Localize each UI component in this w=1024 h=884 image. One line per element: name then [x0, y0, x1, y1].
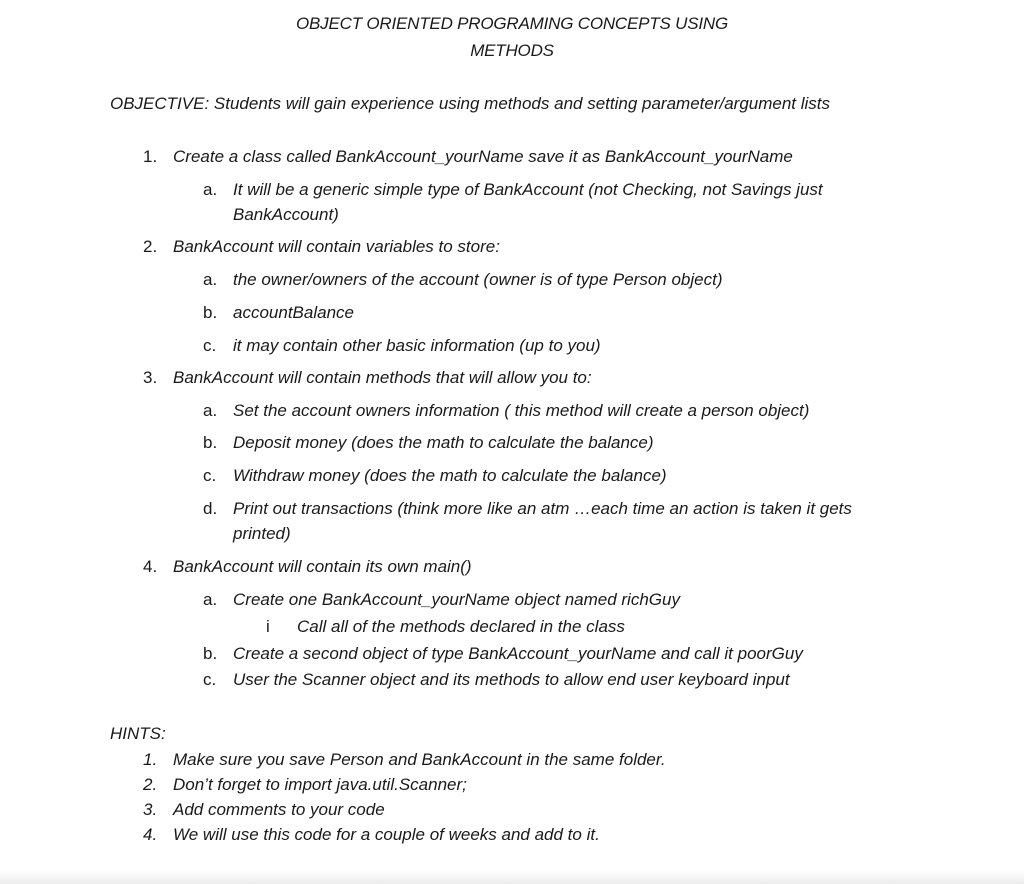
hint-text: We will use this code for a couple of weeks and add to it. — [173, 825, 600, 844]
sub-item-text-continued: BankAccount) — [233, 205, 339, 224]
sub-item-text: it may contain other basic information (up to you) — [233, 336, 601, 355]
hint-number: 1. — [143, 750, 158, 769]
page-bottom-edge — [0, 870, 1024, 884]
sub-item-letter: a. — [203, 590, 218, 609]
item-number: 2. — [143, 237, 158, 256]
sub-item-text: accountBalance — [233, 303, 354, 322]
sub-item-letter: c. — [203, 336, 217, 355]
document-title-line-2: METHODS — [470, 41, 554, 60]
sub-sub-item-text: Call all of the methods declared in the class — [297, 617, 625, 636]
sub-item-letter: c. — [203, 466, 217, 485]
item-text: BankAccount will contain methods that will allow you to: — [173, 368, 592, 387]
item-text: BankAccount will contain variables to store: — [173, 237, 500, 256]
sub-item-text: Create one BankAccount_yourName object named richGuy — [233, 590, 680, 609]
item-number: 1. — [143, 147, 158, 166]
sub-item-text: Create a second object of type BankAccount_yourName and call it poorGuy — [233, 644, 803, 663]
sub-item-letter: d. — [203, 499, 218, 518]
item-number: 3. — [143, 368, 158, 387]
hint-number: 4. — [143, 825, 158, 844]
sub-item-letter: b. — [203, 644, 218, 663]
sub-item-text: Deposit money (does the math to calculate the balance) — [233, 433, 654, 452]
hint-number: 2. — [143, 775, 158, 794]
item-text: BankAccount will contain its own main() — [173, 557, 472, 576]
hint-text: Add comments to your code — [173, 800, 385, 819]
sub-item-text-continued: printed) — [233, 524, 291, 543]
sub-item-text: Set the account owners information ( this method will create a person object) — [233, 401, 810, 420]
sub-item-letter: b. — [203, 433, 218, 452]
sub-sub-item-numeral: i — [266, 617, 270, 636]
sub-item-letter: a. — [203, 401, 218, 420]
sub-item-letter: b. — [203, 303, 218, 322]
sub-item-text: It will be a generic simple type of BankAccount (not Checking, not Savings just — [233, 180, 823, 199]
item-number: 4. — [143, 557, 158, 576]
hints-heading: HINTS: — [110, 724, 166, 743]
document-title-line-1: OBJECT ORIENTED PROGRAMING CONCEPTS USING — [296, 14, 728, 33]
sub-item-text: Withdraw money (does the math to calculate the balance) — [233, 466, 667, 485]
sub-item-text: User the Scanner object and its methods to allow end user keyboard input — [233, 670, 790, 689]
hint-text: Don’t forget to import java.util.Scanner; — [173, 775, 467, 794]
item-text: Create a class called BankAccount_yourName save it as BankAccount_yourName — [173, 147, 793, 166]
sub-item-text: the owner/owners of the account (owner is of type Person object) — [233, 270, 723, 289]
sub-item-letter: c. — [203, 670, 217, 689]
objective-statement: OBJECTIVE: Students will gain experience using methods and setting parameter/argument lists — [110, 94, 831, 113]
hint-number: 3. — [143, 800, 158, 819]
sub-item-letter: a. — [203, 180, 218, 199]
hint-text: Make sure you save Person and BankAccount in the same folder. — [173, 750, 666, 769]
sub-item-letter: a. — [203, 270, 218, 289]
sub-item-text: Print out transactions (think more like an atm …each time an action is taken it gets — [233, 499, 852, 518]
